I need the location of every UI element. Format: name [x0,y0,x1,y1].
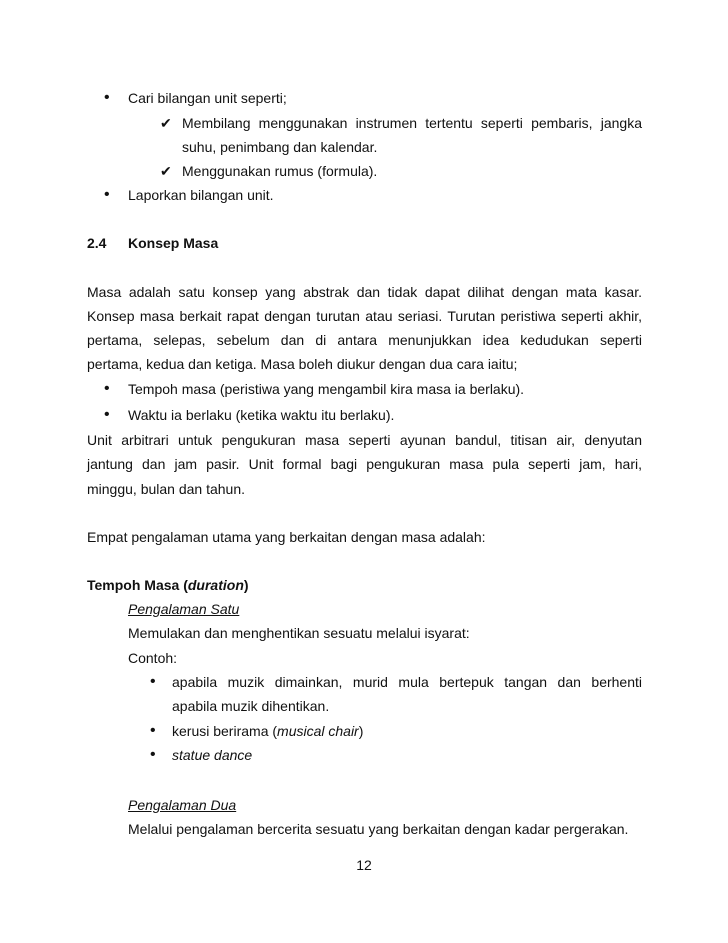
experience-desc: Melalui pengalaman bercerita sesuatu yang berkaitan dengan kadar pergerakan. [128,821,629,837]
example-item: apabila muzik dimainkan, murid mula bertepuk tangan dan berhenti [172,674,642,690]
bullet-icon: • [104,186,110,203]
section-number: 2.4 [87,235,107,251]
sub-list-item: Menggunakan rumus (formula). [182,163,378,179]
list-item: Cari bilangan unit seperti; [128,90,287,106]
check-icon: ✔ [160,163,172,179]
experience-title: Pengalaman Dua [128,797,237,813]
paragraph-line: minggu, bulan dan tahun. [87,481,246,497]
sub-list-item-cont: suhu, penimbang dan kalendar. [182,139,378,155]
paragraph-line: Konsep masa berkait rapat dengan turutan atau seriasi. Turutan peristiwa seperti akhir, [87,308,642,324]
example-item-cont: apabila muzik dihentikan. [172,698,330,714]
paragraph-line: jantung dan jam pasir. Unit formal bagi pengukuran masa pula seperti jam, hari, [87,456,642,472]
example-italic: musical chair [277,723,359,739]
example-item: statue dance [172,747,253,763]
list-item: Laporkan bilangan unit. [128,187,274,203]
subheading-suffix: ) [243,577,249,593]
bullet-icon: • [104,406,110,423]
bullet-icon: • [104,380,110,397]
subheading-prefix: Tempoh Masa ( [87,577,188,593]
sub-list-item: Membilang menggunakan instrumen tertentu seperti pembaris, jangka [182,115,642,131]
list-item: Waktu ia berlaku (ketika waktu itu berlaku). [128,407,395,423]
example-label: Contoh: [128,650,178,666]
paragraph-line: pertama, selepas, sebelum dan di antara menunjukkan idea kedudukan seperti [87,332,642,348]
paragraph-line: Unit arbitrari untuk pengukuran masa seperti ayunan bandul, titisan air, denyutan [87,432,642,448]
bullet-icon: • [150,722,156,739]
example-item [172,722,363,740]
list-item: Tempoh masa (peristiwa yang mengambil kira masa ia berlaku). [128,381,525,397]
example-prefix: kerusi berirama ( [172,723,278,739]
page-number: 12 [356,857,372,873]
example-suffix: ) [358,723,364,739]
experience-title: Pengalaman Satu [128,601,240,617]
check-icon: ✔ [160,115,172,131]
section-title: Konsep Masa [128,235,219,251]
bullet-icon: • [104,89,110,106]
paragraph-line: Empat pengalaman utama yang berkaitan dengan masa adalah: [87,529,486,545]
bullet-icon: • [150,673,156,690]
subheading [87,576,249,594]
subheading-italic: duration [187,577,244,593]
paragraph-line: pertama, kedua dan ketiga. Masa boleh diukur dengan dua cara iaitu; [87,356,518,372]
bullet-icon: • [150,746,156,763]
paragraph-line: Masa adalah satu konsep yang abstrak dan tidak dapat dilihat dengan mata kasar. [87,284,642,300]
experience-desc: Memulakan dan menghentikan sesuatu melalui isyarat: [128,625,470,641]
